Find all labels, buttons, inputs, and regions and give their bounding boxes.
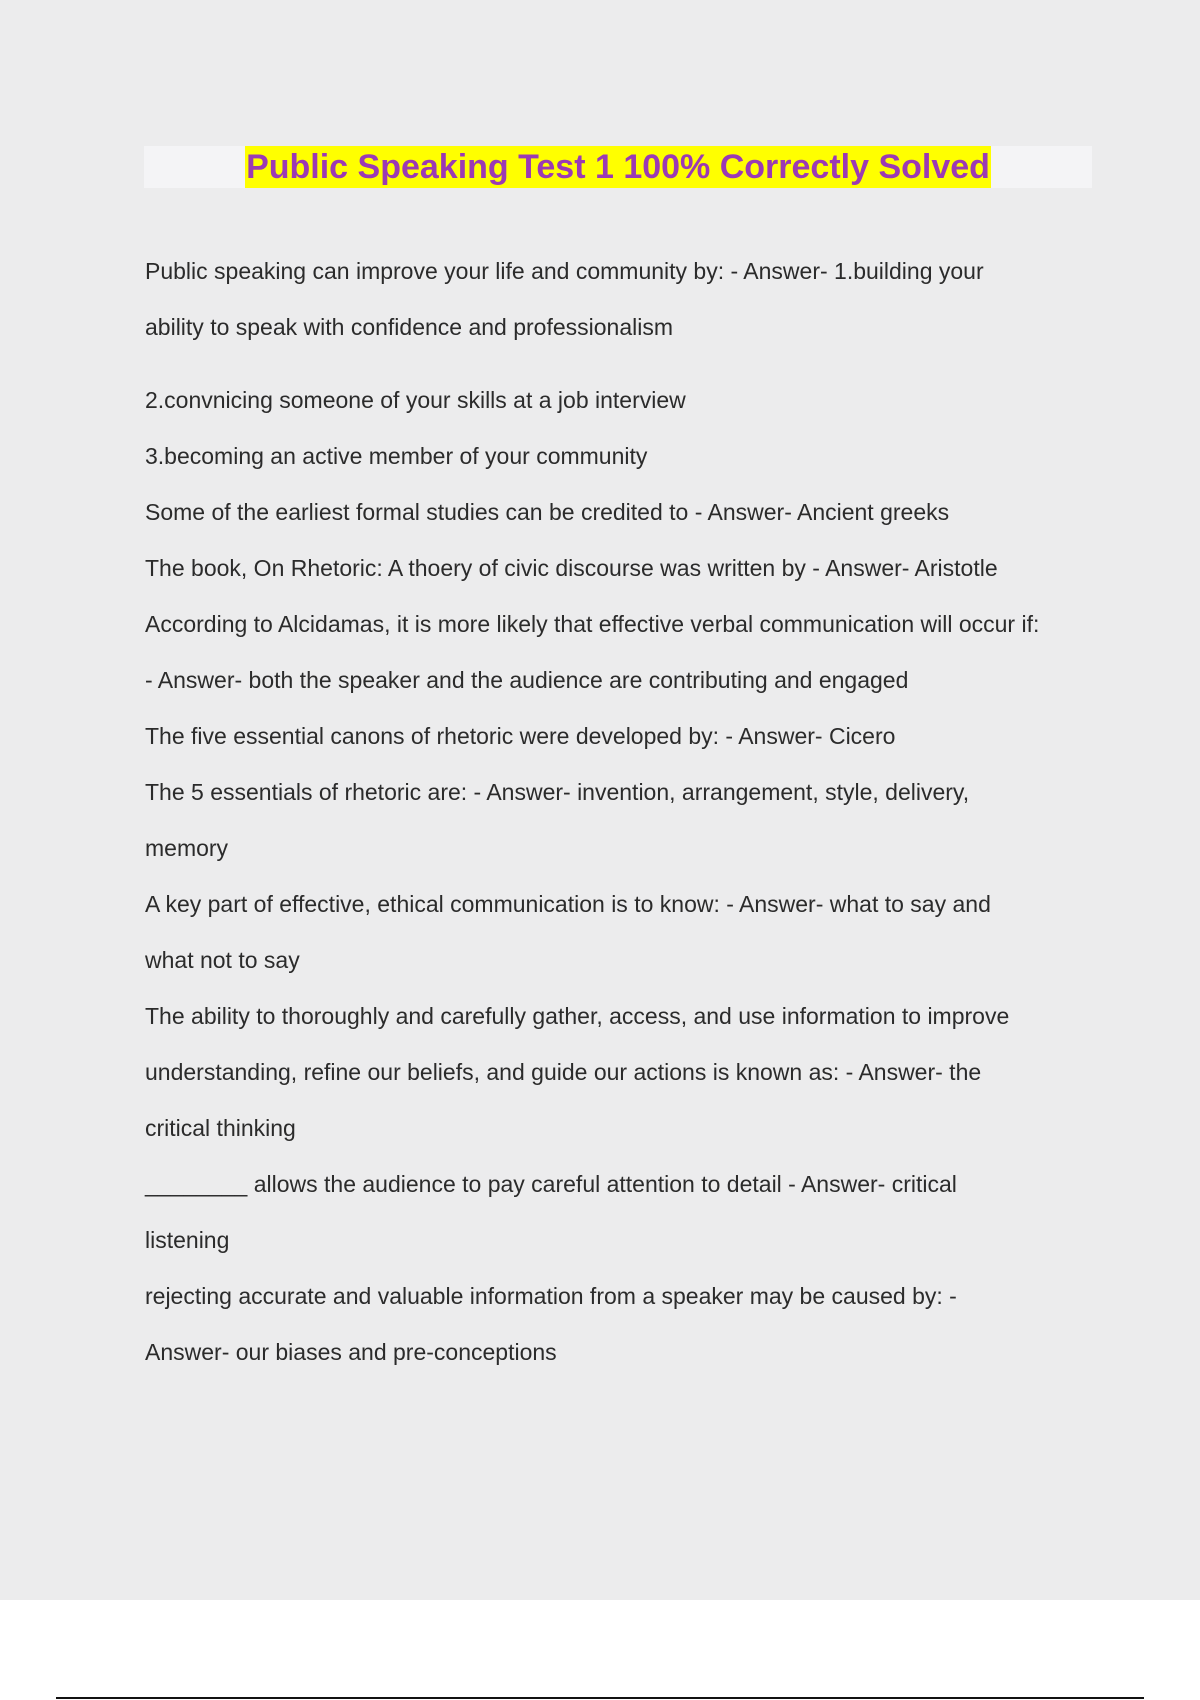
text-line: Public speaking can improve your life and community by: - Answer- 1.building your (145, 258, 984, 284)
text-line: The ability to thoroughly and carefully gather, access, and use information to improve (145, 1003, 1010, 1029)
text-line: ________ allows the audience to pay careful attention to detail - Answer- critical (145, 1171, 957, 1197)
page-title (144, 146, 1092, 188)
text-line: memory (145, 835, 229, 861)
bottom-divider (56, 1697, 1144, 1699)
body-paragraph (145, 372, 1039, 1380)
title-band (144, 146, 1092, 188)
text-line: rejecting accurate and valuable information from a speaker may be caused by: - (145, 1283, 957, 1309)
text-line: The five essential canons of rhetoric were developed by: - Answer- Cicero (145, 723, 896, 749)
text-line: 2.convnicing someone of your skills at a job interview (145, 387, 686, 413)
text-line: critical thinking (145, 1115, 296, 1141)
text-line: 3.becoming an active member of your community (145, 443, 648, 469)
text-line: According to Alcidamas, it is more likely that effective verbal communication will occur if: (145, 611, 1040, 637)
intro-paragraph (145, 243, 984, 355)
text-line: what not to say (145, 947, 300, 973)
text-line: Answer- our biases and pre-conceptions (145, 1339, 557, 1365)
text-line: ability to speak with confidence and professionalism (145, 314, 674, 340)
text-line: The 5 essentials of rhetoric are: - Answer- invention, arrangement, style, delivery, (145, 779, 970, 805)
text-line: Some of the earliest formal studies can be credited to - Answer- Ancient greeks (145, 499, 950, 525)
text-line: The book, On Rhetoric: A thoery of civic discourse was written by - Answer- Aristotle (145, 555, 998, 581)
text-line: A key part of effective, ethical communication is to know: - Answer- what to say and (145, 891, 991, 917)
text-line: - Answer- both the speaker and the audience are contributing and engaged (145, 667, 909, 693)
text-line: listening (145, 1227, 230, 1253)
text-line: understanding, refine our beliefs, and guide our actions is known as: - Answer- the (145, 1059, 982, 1085)
page-title-text: Public Speaking Test 1 100% Correctly Solved (246, 148, 990, 186)
